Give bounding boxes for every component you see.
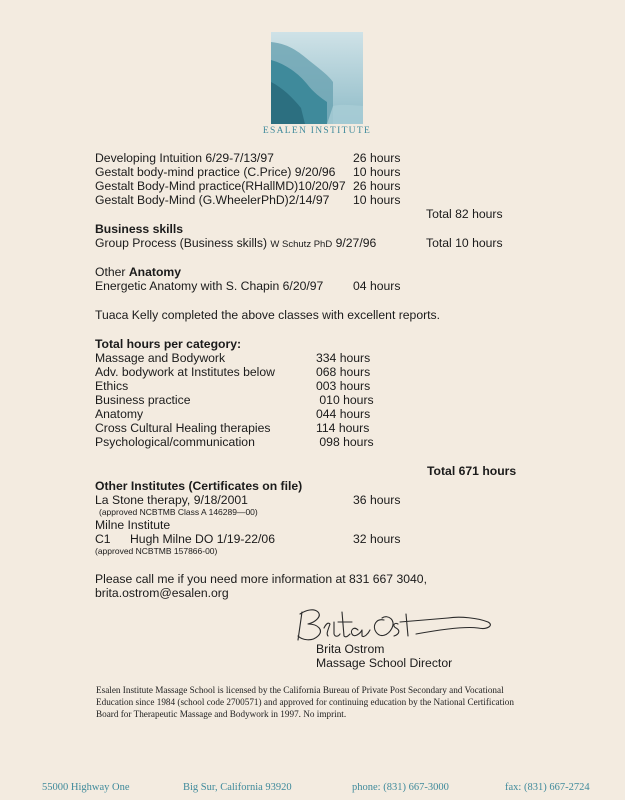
business-total: Total 10 hours	[426, 236, 503, 250]
category-label-5: Anatomy	[95, 407, 144, 421]
category-hours-3: 003 hours	[316, 379, 371, 393]
category-label-3: Ethics	[95, 379, 129, 393]
anatomy-hours: 04 hours	[353, 279, 401, 293]
milne-course: Hugh Milne DO 1/19-22/06	[130, 532, 275, 546]
milne-institute-name: Milne Institute	[95, 518, 171, 532]
footer-phone: phone: (831) 667-3000	[352, 782, 449, 793]
category-label-7: Psychological/communication	[95, 435, 255, 449]
course-hours-4: 10 hours	[353, 193, 401, 207]
contact-line: Please call me if you need more information at 831 667 3040,	[95, 572, 427, 586]
anatomy-heading-prefix: Other	[95, 265, 126, 279]
anatomy-heading-label: Anatomy	[128, 265, 182, 279]
business-date: 9/27/96	[335, 236, 377, 250]
business-instructor: W Schutz PhD	[270, 239, 333, 250]
business-heading: Business skills	[95, 222, 184, 236]
category-hours-1: 334 hours	[316, 351, 371, 365]
categories-heading: Total hours per category:	[95, 337, 242, 351]
signer-name: Brita Ostrom	[316, 642, 385, 656]
category-label-6: Cross Cultural Healing therapies	[95, 421, 271, 435]
category-label-4: Business practice	[95, 393, 191, 407]
course-name-2: Gestalt body-mind practice (C.Price) 9/20/96	[95, 165, 336, 179]
course-hours-2: 10 hours	[353, 165, 401, 179]
esalen-logo-image	[271, 32, 363, 124]
la-stone-hours: 36 hours	[353, 493, 401, 507]
course-name-4: Gestalt Body-Mind (G.WheelerPhD)2/14/97	[95, 193, 330, 207]
course-name-3: Gestalt Body-Mind practice(RHallMD)10/20/97	[95, 179, 346, 193]
la-stone-course: La Stone therapy, 9/18/2001	[95, 493, 248, 507]
other-institutes-heading: Other Institutes (Certificates on file)	[95, 479, 303, 493]
footer-city: Big Sur, California 93920	[183, 782, 292, 793]
category-hours-5: 044 hours	[316, 407, 371, 421]
anatomy-course: Energetic Anatomy with S. Chapin 6/20/97	[95, 279, 324, 293]
category-label-1: Massage and Bodywork	[95, 351, 226, 365]
business-course	[95, 236, 376, 252]
la-stone-approval: (approved NCBTMB Class A 146289—00)	[99, 507, 258, 517]
course-name-1: Developing Intuition 6/29-7/13/97	[95, 151, 274, 165]
footer-address: 55000 Highway One	[42, 782, 130, 793]
footer-fax: fax: (831) 667-2724	[505, 782, 590, 793]
institute-name: ESALEN INSTITUTE	[262, 126, 372, 136]
contact-email[interactable]: brita.ostrom@esalen.org	[95, 586, 229, 600]
milne-hours: 32 hours	[353, 532, 401, 546]
category-hours-2: 068 hours	[316, 365, 371, 379]
milne-approval: (approved NCBTMB 157866-00)	[95, 546, 218, 556]
business-course-name: Group Process (Business skills)	[95, 236, 268, 250]
anatomy-heading	[95, 265, 181, 279]
grand-total: Total 671 hours	[427, 464, 517, 478]
signer-title: Massage School Director	[316, 656, 453, 670]
category-hours-4: 010 hours	[316, 393, 374, 407]
course-hours-1: 26 hours	[353, 151, 401, 165]
completion-note: Tuaca Kelly completed the above classes with excellent reports.	[95, 308, 441, 322]
licensing-notice: Esalen Institute Massage School is licensed by the California Bureau of Private Post Secondary and Vocational Education since 1984 (school code 2700571) and approved for continuing education by the National Certification Board for Therapeutic Massage and Bodywork in 1997. No imprint.	[96, 685, 514, 719]
category-label-2: Adv. bodywork at Institutes below	[95, 365, 275, 379]
handwritten-signature	[288, 600, 510, 648]
category-hours-6: 114 hours	[316, 421, 370, 435]
course-hours-3: 26 hours	[353, 179, 401, 193]
courses-total: Total 82 hours	[426, 207, 503, 221]
category-hours-7: 098 hours	[316, 435, 374, 449]
milne-course-code: C1	[95, 532, 111, 546]
